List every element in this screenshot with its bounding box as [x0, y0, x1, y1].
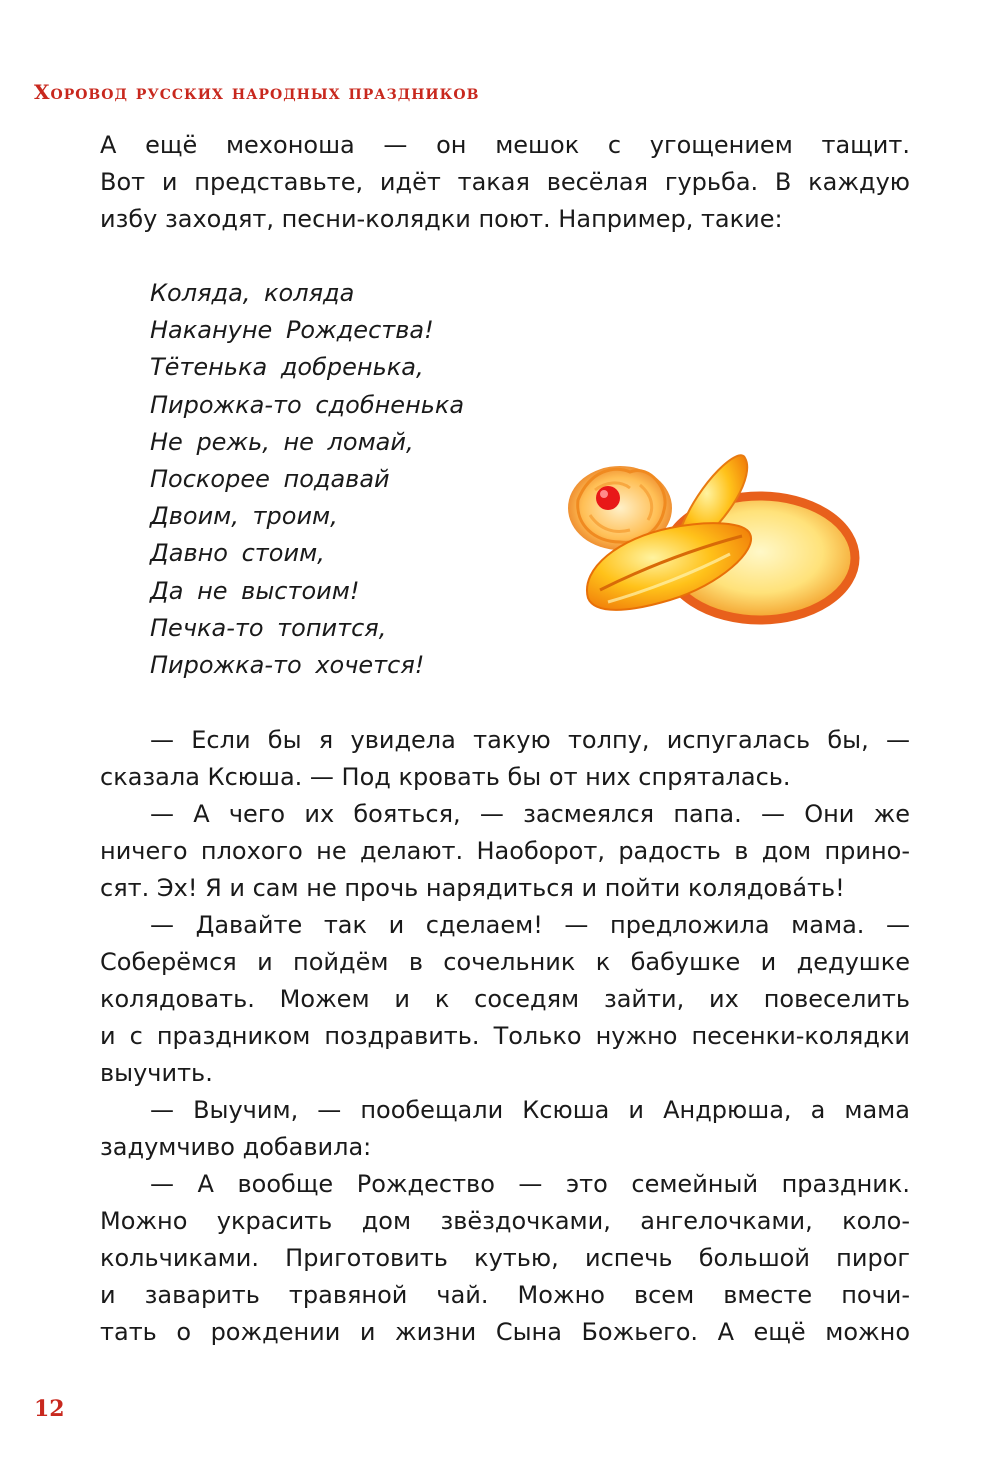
text-line: выучить. — [100, 1059, 213, 1087]
poem-line: Не режь, не ломай, — [150, 427, 414, 456]
text-line: кольчиками. Приготовить кутью, испечь большой пирог — [100, 1244, 910, 1272]
text-line: — Давайте так и сделаем! — предложила мама. — — [150, 911, 910, 939]
text-line: Можно украсить дом звёздочками, ангелочками, коло- — [100, 1207, 910, 1235]
text-line: — Если бы я увидела такую толпу, испугалась бы, — — [150, 726, 910, 754]
text-line: колядовать. Можем и к соседям зайти, их повеселить — [100, 985, 910, 1013]
text-line: избу заходят, песни-колядки поют. Например, такие: — [100, 205, 783, 233]
poem-line: Тётенька добренька, — [150, 353, 424, 382]
text-line: задумчиво добавила: — [100, 1133, 372, 1161]
poem-line: Поскорее подавай — [150, 465, 390, 494]
text-line: сят. Эх! Я и сам не прочь нарядиться и пойти колядовáть! — [100, 874, 845, 902]
text-line: — А вообще Рождество — это семейный праздник. — [150, 1170, 910, 1198]
poem-line: Коляда, коляда — [150, 279, 355, 307]
intro-paragraph — [100, 127, 910, 238]
text-line: тать о рождении и жизни Сына Божьего. А ещё можно — [100, 1318, 910, 1346]
poem-line: Давно стоим, — [150, 539, 325, 568]
text-line: ничего плохого не делают. Наоборот, радость в дом прино- — [100, 837, 910, 865]
text-line: — А чего их бояться, — засмеялся папа. — Они же — [150, 800, 910, 828]
pies-on-plate-illustration — [560, 450, 860, 630]
dialog-section — [100, 722, 910, 1351]
text-line: Соберёмся и пойдём в сочельник к бабушке и дедушке — [100, 948, 910, 976]
text-line: — Выучим, — пообещали Ксюша и Андрюша, а мама — [150, 1096, 910, 1124]
poem-line: Пирожка-то хочется! — [150, 651, 425, 680]
text-line: А ещё мехоноша — он мешок с угощением тащит. — [100, 131, 910, 159]
poem-line: Да не выстоим! — [150, 576, 360, 605]
page-number: 12 — [34, 1396, 65, 1422]
poem-line: Двоим, троим, — [150, 502, 338, 531]
poem-line: Печка-то топится, — [150, 613, 387, 642]
poem-line: Накануне Рождества! — [150, 316, 434, 345]
text-line: сказала Ксюша. — Под кровать бы от них спряталась. — [100, 763, 791, 791]
text-line: Вот и представьте, идёт такая весёлая гурьба. В каждую — [100, 168, 910, 196]
text-line: и с праздником поздравить. Только нужно песенки-колядки — [100, 1022, 910, 1050]
text-line: и заварить травяной чай. Можно всем вместе почи- — [100, 1281, 910, 1309]
carol-poem — [150, 275, 464, 684]
poem-line: Пирожка-то сдобненька — [150, 390, 465, 419]
running-header: Хоровод русских народных праздников — [34, 80, 480, 104]
